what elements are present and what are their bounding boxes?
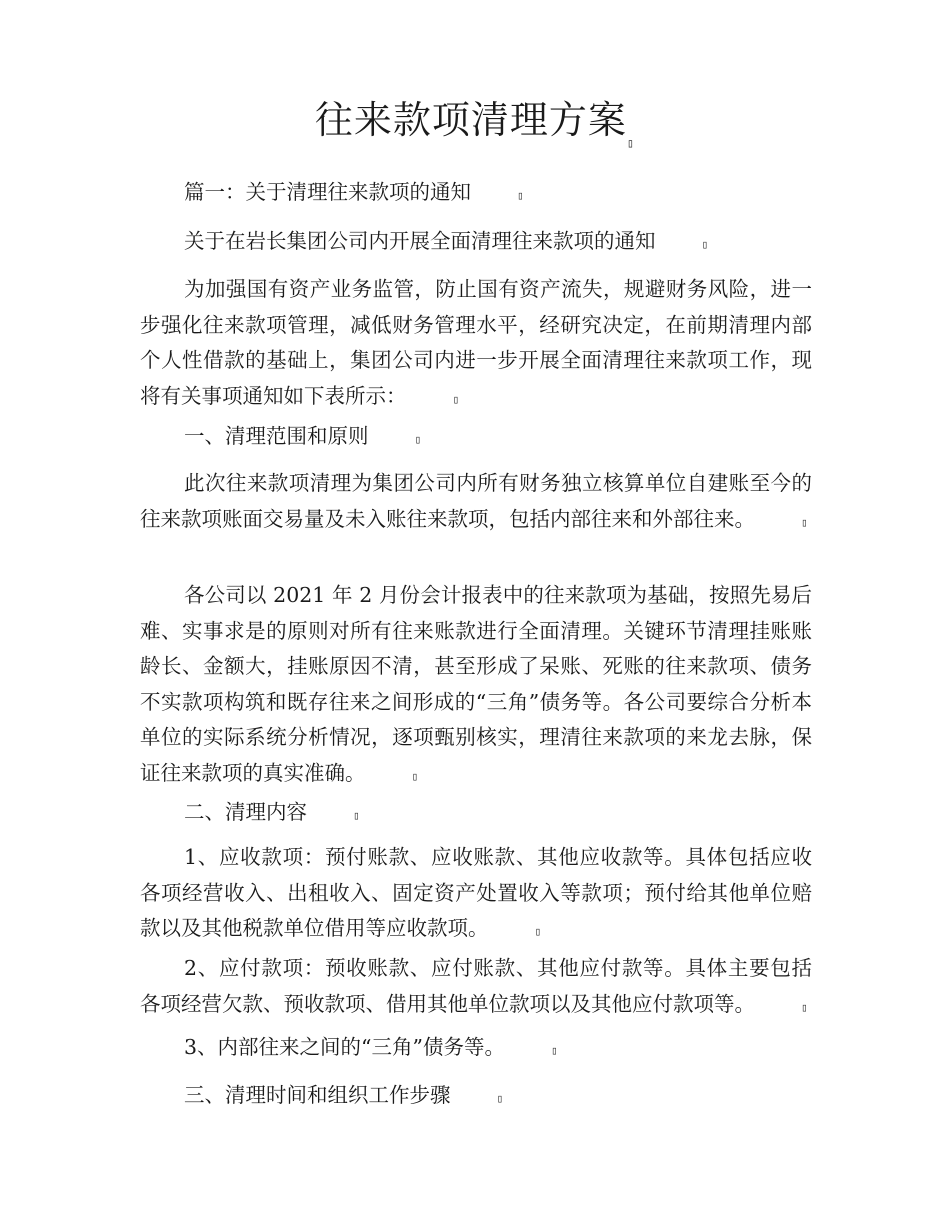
scope-paragraph xyxy=(140,466,812,540)
paragraph-text: 此次往来款项清理为集团公司内所有财务独立核算单位自建账至今的往来款项账面交易量及未入账往来款项，包括内部往来和外部往来。 xyxy=(140,471,812,531)
paragraph-mark-icon: ▯ xyxy=(353,809,360,822)
paragraph-mark-icon: ▯ xyxy=(801,1000,808,1014)
paragraph-text: 1、应收款项：预付账款、应收账款、其他应收款等。具体包括应收各项经营收入、出租收入、固定资产处置收入等款项；预付给其他单位赔款以及其他税款单位借用等应收款项。 xyxy=(140,845,812,940)
paragraph-text: 三、清理时间和组织工作步骤 xyxy=(184,1083,451,1107)
paragraph-mark-icon: ▯ xyxy=(452,392,460,406)
heading-content xyxy=(140,795,812,834)
paragraph-mark-icon: ▯ xyxy=(551,1044,558,1057)
intro-paragraph xyxy=(140,272,812,417)
notice-title xyxy=(140,224,812,263)
heading-schedule-steps xyxy=(140,1078,812,1117)
paragraph-text: 各公司以 2021 年 2 月份会计报表中的往来款项为基础，按照先易后难、实事求是的原则对所有往来账款进行全面清理。关键环节清理挂账账龄长、金额大，挂账原因不清，甚至形成了呆账、死账的往来款项、债务不实款项构筑和既存往来之间形成的“三角”债务等。各公司要综合分析本单位的实际系统分析情况，逐项甄别核实，理清往来款项的来龙去脉，保证往来款项的真实准确。 xyxy=(140,583,812,785)
paragraph-mark-icon: ▯ xyxy=(411,769,419,783)
principles-paragraph xyxy=(140,578,812,794)
paragraph-text: 为加强国有资产业务监管，防止国有资产流失，规避财务风险，进一步强化往来款项管理，减低财务管理水平，经研究决定，在前期清理内部个人性借款的基础上，集团公司内进一步开展全面清理往来款项工作，现将有关事项通知如下表所示： xyxy=(140,277,812,408)
paragraph-mark-icon: ▯ xyxy=(414,433,422,446)
paragraph-text: 二、清理内容 xyxy=(184,800,307,824)
paragraph-text: 3、内部往来之间的“三角”债务等。 xyxy=(184,1035,506,1059)
section-heading-notice xyxy=(140,175,812,214)
paragraph-text: 篇一：关于清理往来款项的通知 xyxy=(184,180,471,204)
paragraph-mark-icon: ▯ xyxy=(534,925,542,938)
paragraph-mark-icon: ▯ xyxy=(801,515,808,529)
document-title xyxy=(0,92,950,171)
paragraph-mark-icon: ▯ xyxy=(626,136,636,150)
heading-scope-principles xyxy=(140,419,812,458)
paragraph-mark-icon: ▯ xyxy=(496,1092,504,1105)
receivables-paragraph xyxy=(140,840,812,950)
internal-triangle-debt-paragraph xyxy=(140,1030,812,1069)
paragraph-mark-icon: ▯ xyxy=(701,238,709,251)
payables-paragraph xyxy=(140,951,812,1025)
paragraph-mark-icon: ▯ xyxy=(517,189,524,202)
paragraph-text: 关于在岩长集团公司内开展全面清理往来款项的通知 xyxy=(184,229,656,253)
paragraph-text: 一、清理范围和原则 xyxy=(184,424,369,448)
title-text: 往来款项清理方案 xyxy=(314,98,627,142)
paragraph-text: 2、应付款项：预收账款、应付账款、其他应付款等。具体主要包括各项经营欠款、预收款项、借用其他单位款项以及其他应付款项等。 xyxy=(140,956,812,1016)
